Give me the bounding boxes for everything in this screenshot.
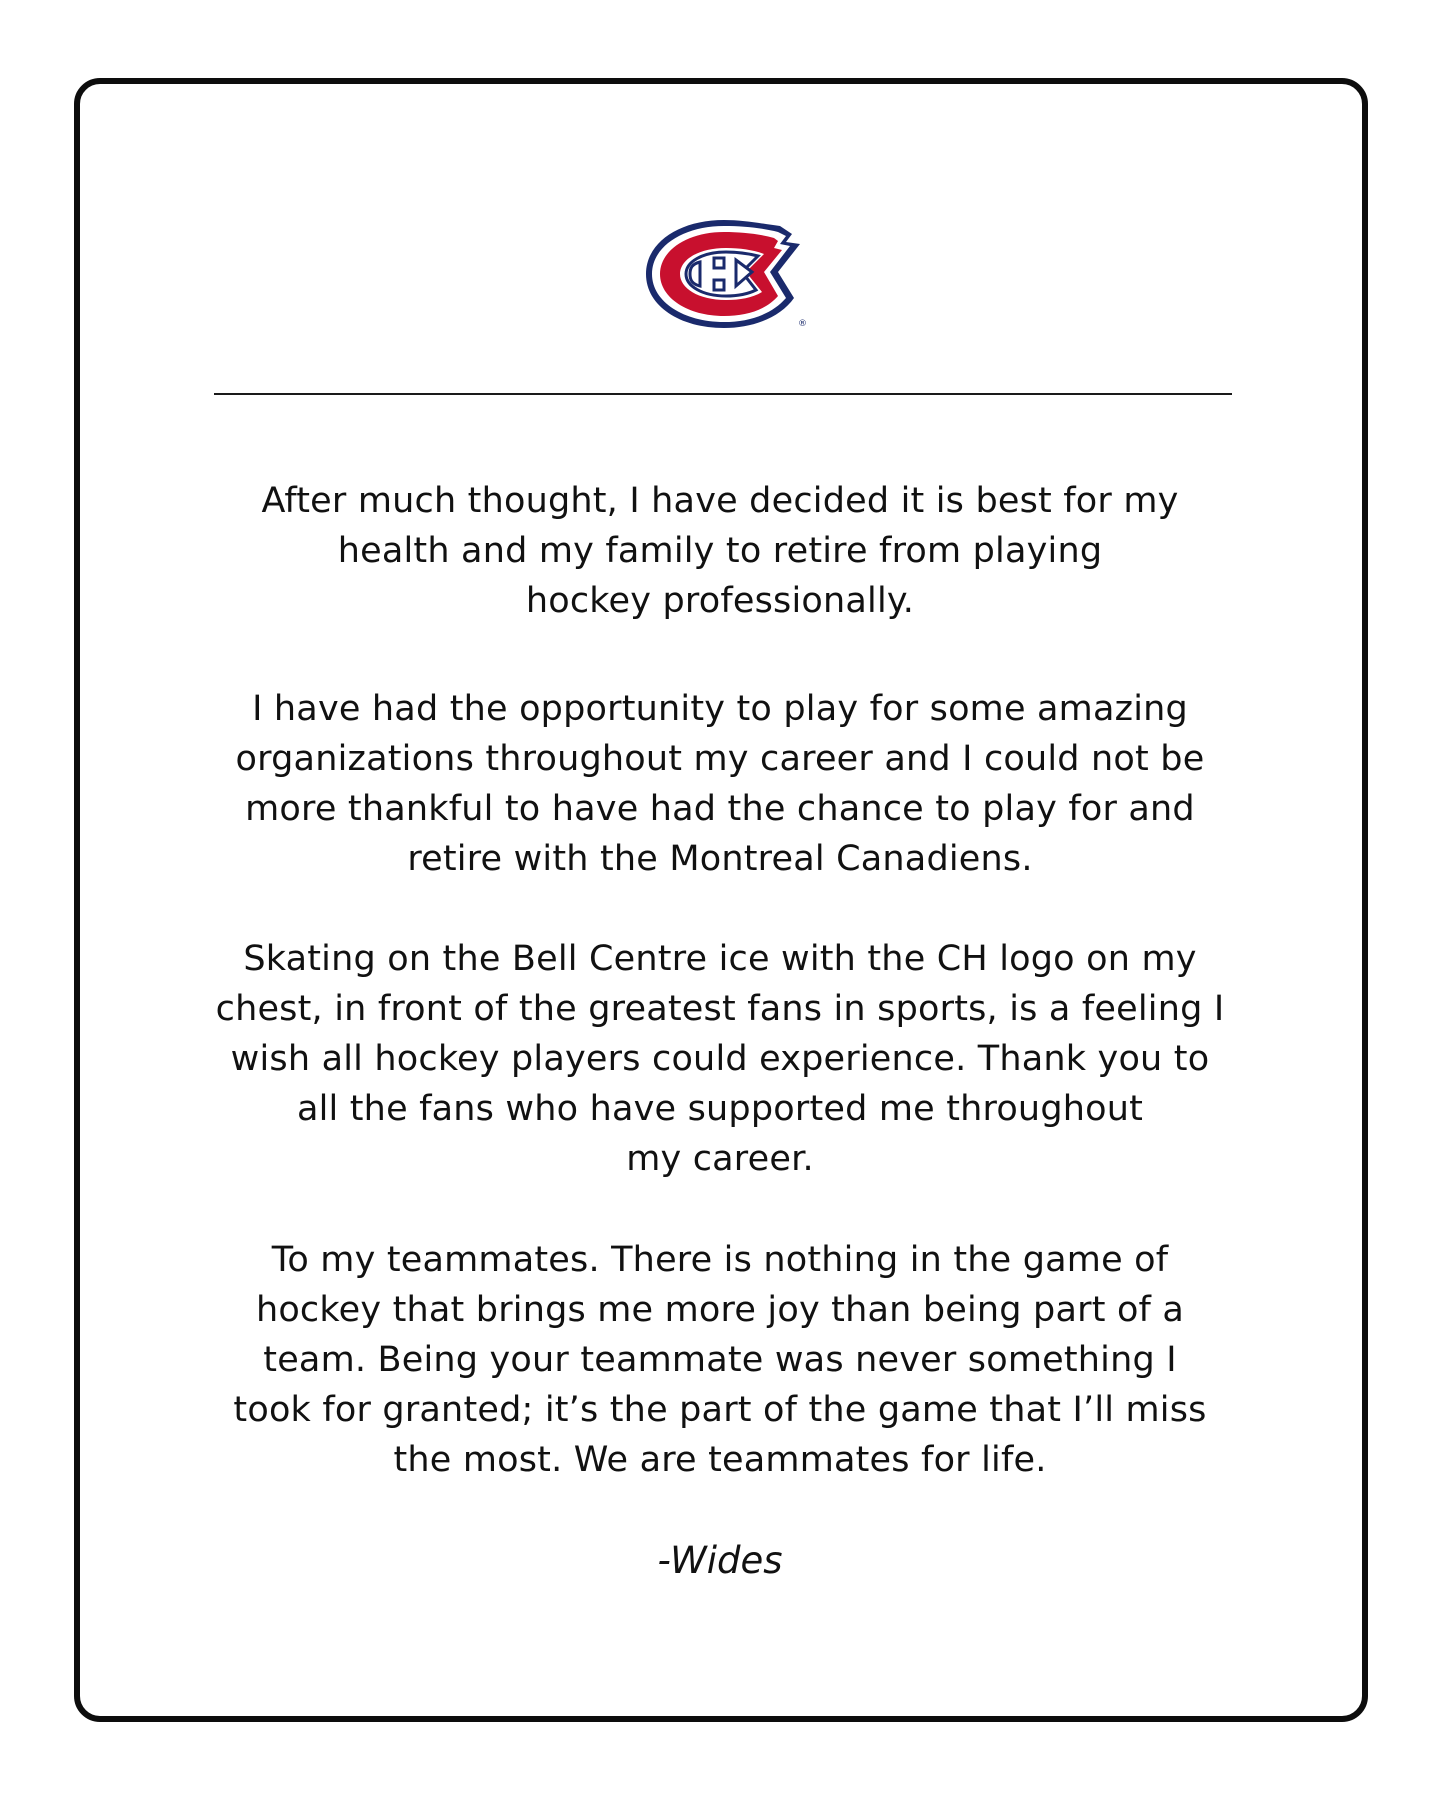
text-line: hockey that brings me more joy than being part of a	[255, 1290, 1185, 1330]
text-line: retire with the Montreal Canadiens.	[407, 839, 1033, 879]
paragraph-teammates	[130, 1235, 1310, 1485]
text-line: the most. We are teammates for life.	[393, 1440, 1047, 1480]
text-line: hockey professionally.	[525, 581, 915, 621]
text-line: To my teammates. There is nothing in the game of	[271, 1240, 1169, 1280]
text-line: team. Being your teammate was never something I	[263, 1340, 1177, 1380]
text-line: I have had the opportunity to play for some amazing	[252, 689, 1188, 729]
divider	[214, 393, 1232, 395]
paragraph-fans	[130, 934, 1310, 1184]
text-line: health and my family to retire from playing	[337, 531, 1103, 571]
paragraph-organizations	[130, 684, 1310, 884]
text-line: all the fans who have supported me throughout	[296, 1089, 1144, 1129]
paragraph-retirement	[130, 476, 1310, 626]
text-line: my career.	[626, 1139, 814, 1179]
text-line: organizations throughout my career and I could not be	[235, 739, 1205, 779]
text-line: more thankful to have had the chance to play for and	[245, 789, 1195, 829]
text-line: wish all hockey players could experience. Thank you to	[230, 1039, 1210, 1079]
signature: -Wides	[657, 1539, 783, 1582]
text-line: Skating on the Bell Centre ice with the CH logo on my	[243, 939, 1197, 979]
text-line: chest, in front of the greatest fans in sports, is a feeling I	[215, 989, 1225, 1029]
canadiens-logo-icon	[640, 214, 810, 334]
text-line: took for granted; it’s the part of the game that I’ll miss	[233, 1390, 1207, 1430]
registered-mark: ®	[798, 319, 807, 329]
text-line: After much thought, I have decided it is best for my	[261, 481, 1179, 521]
